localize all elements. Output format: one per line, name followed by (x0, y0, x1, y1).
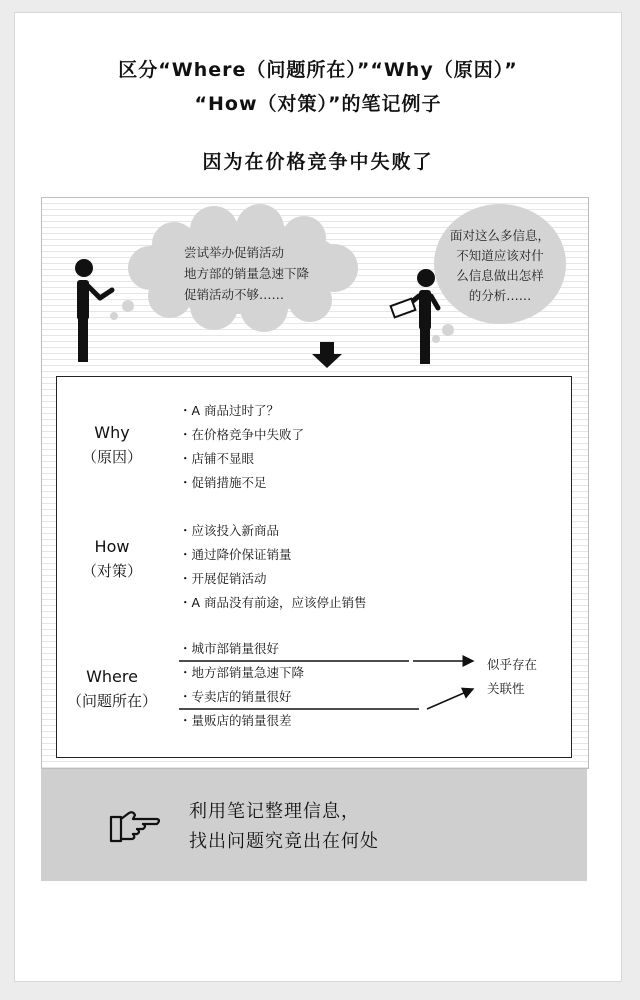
page (14, 12, 622, 982)
title-line-1: 区分“Where（问题所在）”“Why（原因）” (118, 59, 518, 81)
where-item: ・地方部销量急速下降 (179, 665, 305, 680)
how-item: ・开展促销活动 (179, 571, 267, 586)
person-right-icon (391, 269, 438, 364)
category-sub: （对策） (81, 562, 142, 580)
category-sub: （原因） (81, 448, 142, 466)
category-label: How (94, 537, 130, 556)
how-item: ・应该投入新商品 (179, 523, 280, 538)
illustration-panel (41, 197, 589, 769)
cloud-line: 地方部的销量急速下降 (184, 266, 310, 281)
bubble-line: 不知道应该对什 (456, 248, 544, 263)
pointing-hand-icon (107, 807, 163, 847)
where-item: ・城市部销量很好 (179, 641, 280, 656)
subtitle: 因为在价格竞争中失败了 (202, 151, 434, 173)
relation-note (487, 657, 537, 697)
why-item: ・在价格竞争中失败了 (179, 427, 305, 442)
down-arrow-icon (312, 342, 342, 368)
person-left-icon (75, 259, 112, 362)
note-line: 关联性 (487, 681, 525, 696)
where-item: ・量贩店的销量很差 (179, 713, 292, 728)
relation-lines (57, 377, 571, 757)
arrow-lower (427, 689, 473, 709)
note-line: 似乎存在 (487, 657, 538, 672)
category-label: Where (86, 667, 138, 686)
analysis-box (56, 376, 572, 758)
bubble-line: 的分析…… (468, 288, 532, 303)
cloud-line: 尝试举办促销活动 (184, 245, 285, 260)
bubble-line: 么信息做出怎样 (456, 268, 544, 283)
category-sub: （问题所在） (66, 692, 157, 710)
title-line-2: “How（对策）”的笔记例子 (194, 93, 442, 115)
footer-line: 找出问题究竟出在何处 (189, 831, 379, 852)
why-item: ・A 商品过时了？ (179, 403, 280, 418)
where-item: ・专卖店的销量很好 (179, 689, 292, 704)
footer-panel (41, 769, 587, 881)
cloud-line: 促销活动不够…… (184, 287, 285, 302)
how-item: ・A 商品没有前途，应该停止销售 (179, 595, 367, 610)
why-item: ・促销措施不足 (179, 475, 267, 490)
why-item: ・店铺不显眼 (179, 451, 255, 466)
category-label: Why (94, 423, 130, 442)
cloud-text (184, 242, 309, 305)
how-item: ・通过降价保证销量 (179, 547, 292, 562)
footer-line: 利用笔记整理信息， (189, 801, 360, 822)
bubble-line: 面对这么多信息， (449, 228, 550, 243)
bubble-text (442, 226, 558, 306)
footer-text (189, 797, 379, 857)
